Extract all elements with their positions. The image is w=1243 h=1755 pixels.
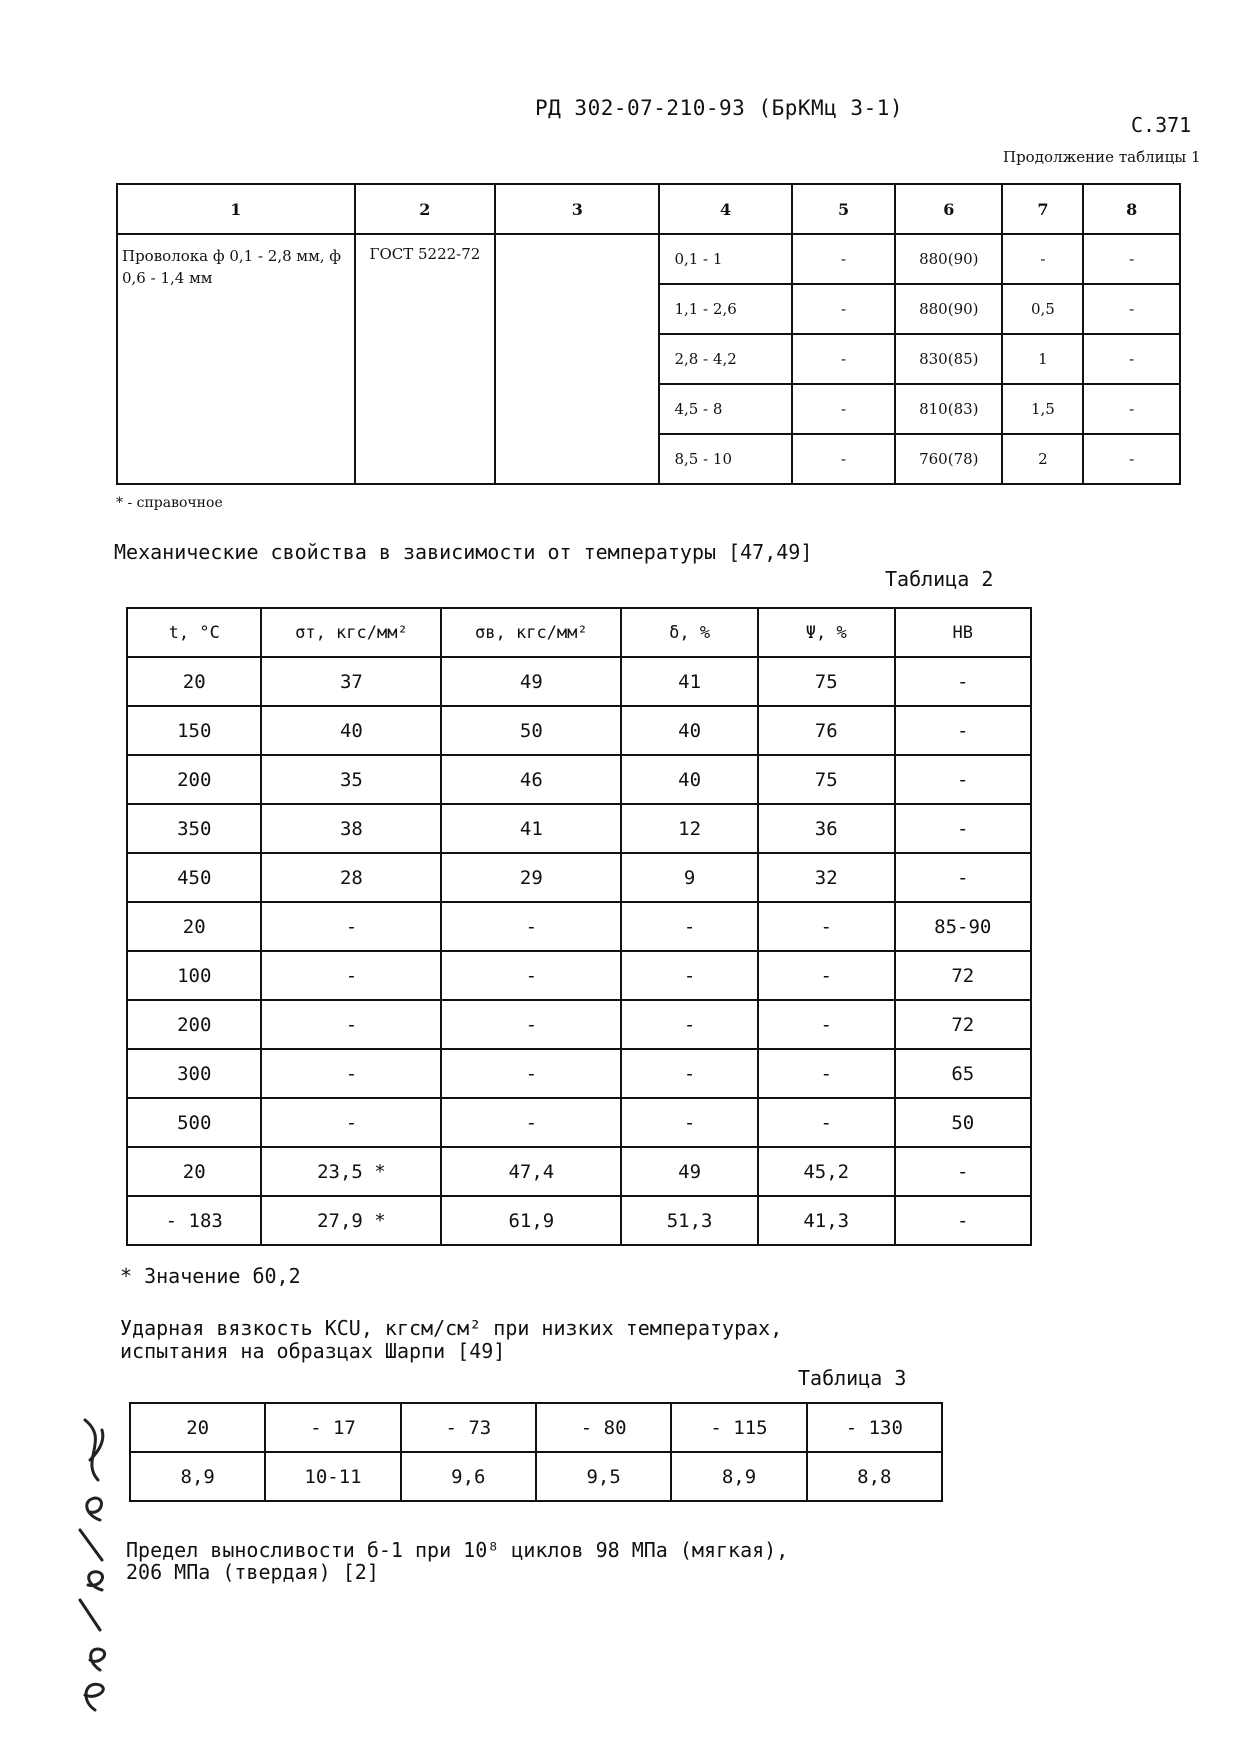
table-cell: -	[895, 853, 1031, 902]
table-cell: -	[895, 1147, 1031, 1196]
table-cell: 40	[621, 755, 758, 804]
table-cell: -	[758, 1098, 895, 1147]
size-cell: 1,1 - 2,6	[659, 284, 791, 334]
table-cell: -	[621, 1049, 758, 1098]
temperature-cell: 350	[127, 804, 261, 853]
table-cell: 9	[621, 853, 758, 902]
table-cell: -	[441, 1049, 621, 1098]
table-cell: 12	[621, 804, 758, 853]
temperature-cell: 150	[127, 706, 261, 755]
table-row	[127, 706, 1031, 755]
table-cell: -	[441, 951, 621, 1000]
impact-value-cell: 9,5	[536, 1452, 671, 1501]
table-cell: 50	[895, 1098, 1031, 1147]
table-row	[127, 1098, 1031, 1147]
strength-cell: 880(90)	[895, 234, 1002, 284]
table-cell: -	[1002, 234, 1083, 284]
table-cell: 36	[758, 804, 895, 853]
impact-value-cell: 9,6	[401, 1452, 536, 1501]
table-1	[116, 183, 1181, 485]
table-3-label: Таблица 3	[798, 1366, 907, 1390]
table-row	[117, 234, 1180, 284]
size-cell: 0,1 - 1	[659, 234, 791, 284]
impact-value-cell: 10-11	[265, 1452, 400, 1501]
table-cell: -	[261, 1049, 441, 1098]
table-row	[127, 1196, 1031, 1245]
table-cell: -	[621, 951, 758, 1000]
table-1-header-cell: 8	[1083, 184, 1180, 234]
endurance-limit-line: Предел выносливости б-1 при 10⁸ циклов 98 МПа (мягкая),	[126, 1538, 789, 1562]
temperature-cell: - 115	[671, 1403, 806, 1452]
table-cell: 85-90	[895, 902, 1031, 951]
table-cell: -	[1083, 284, 1180, 334]
table-continuation-label: Продолжение таблицы 1	[1003, 148, 1201, 166]
table-cell: 41	[621, 657, 758, 706]
impact-value-cell: 8,9	[130, 1452, 265, 1501]
temperature-cell: 20	[130, 1403, 265, 1452]
standard-cell: ГОСТ 5222-72	[355, 234, 496, 484]
empty-cell	[495, 234, 659, 484]
temperature-cell: 500	[127, 1098, 261, 1147]
table-cell: 1,5	[1002, 384, 1083, 434]
temperature-cell: - 73	[401, 1403, 536, 1452]
table-cell: 49	[441, 657, 621, 706]
table-2-header-cell: t, °C	[127, 608, 261, 657]
table-2-title: Механические свойства в зависимости от температуры [47,49]	[114, 540, 813, 564]
table-row	[127, 951, 1031, 1000]
table-cell: 27,9 *	[261, 1196, 441, 1245]
table-cell: 49	[621, 1147, 758, 1196]
table-cell: 65	[895, 1049, 1031, 1098]
table-cell: -	[621, 902, 758, 951]
table-2-body	[127, 657, 1031, 1245]
table-cell: -	[261, 1098, 441, 1147]
table-cell: 72	[895, 951, 1031, 1000]
table-cell: -	[758, 1049, 895, 1098]
table-cell: -	[758, 902, 895, 951]
table-cell: -	[792, 234, 895, 284]
table-cell: 23,5 *	[261, 1147, 441, 1196]
table-2-label: Таблица 2	[885, 567, 994, 591]
table-cell: 40	[261, 706, 441, 755]
temperature-cell: - 17	[265, 1403, 400, 1452]
temperature-cell: 300	[127, 1049, 261, 1098]
table-1-header-cell: 4	[659, 184, 791, 234]
page-number: С.371	[1131, 113, 1192, 137]
table-2-header-cell: НВ	[895, 608, 1031, 657]
table-cell: 75	[758, 657, 895, 706]
table-row	[127, 853, 1031, 902]
table-cell: 35	[261, 755, 441, 804]
table-cell: 41,3	[758, 1196, 895, 1245]
table-1-header-cell: 3	[495, 184, 659, 234]
temperature-cell: 200	[127, 755, 261, 804]
temperature-cell: 200	[127, 1000, 261, 1049]
impact-value-cell: 8,9	[671, 1452, 806, 1501]
temperature-cell: 20	[127, 1147, 261, 1196]
table-1-footnote: * - справочное	[116, 495, 223, 511]
table-cell: 50	[441, 706, 621, 755]
table-cell: 2	[1002, 434, 1083, 484]
table-cell: 76	[758, 706, 895, 755]
table-cell: -	[621, 1098, 758, 1147]
table-cell: 0,5	[1002, 284, 1083, 334]
size-cell: 8,5 - 10	[659, 434, 791, 484]
table-2-header-cell: σт, кгс/мм²	[261, 608, 441, 657]
table-3-title-line: Ударная вязкость KCU, кгсм/см² при низких температурах,	[120, 1316, 783, 1340]
table-cell: 45,2	[758, 1147, 895, 1196]
table-2-footnote: * Значение б0,2	[120, 1264, 301, 1288]
table-cell: -	[792, 334, 895, 384]
table-cell: 29	[441, 853, 621, 902]
table-cell: -	[792, 284, 895, 334]
table-cell: 38	[261, 804, 441, 853]
table-cell: 72	[895, 1000, 1031, 1049]
temperature-cell: 100	[127, 951, 261, 1000]
table-1-header-cell: 1	[117, 184, 355, 234]
table-cell: 41	[441, 804, 621, 853]
table-2-header-row	[127, 608, 1031, 657]
table-cell: -	[895, 755, 1031, 804]
table-cell: 40	[621, 706, 758, 755]
table-cell: -	[895, 657, 1031, 706]
table-2-header-cell: σв, кгс/мм²	[441, 608, 621, 657]
table-cell: -	[758, 951, 895, 1000]
table-row	[127, 657, 1031, 706]
table-1-header-row	[117, 184, 1180, 234]
table-cell: -	[792, 434, 895, 484]
table-cell: 46	[441, 755, 621, 804]
table-cell: 75	[758, 755, 895, 804]
temperature-cell: 20	[127, 657, 261, 706]
temperature-cell: 450	[127, 853, 261, 902]
table-cell: -	[261, 1000, 441, 1049]
table-cell: 61,9	[441, 1196, 621, 1245]
table-cell: 37	[261, 657, 441, 706]
endurance-limit-line: 206 МПа (твердая) [2]	[126, 1560, 379, 1584]
table-cell: -	[895, 804, 1031, 853]
table-cell: -	[441, 1098, 621, 1147]
table-3	[129, 1402, 943, 1502]
table-2-header-cell: δ, %	[621, 608, 758, 657]
strength-cell: 880(90)	[895, 284, 1002, 334]
material-cell: Проволока ф 0,1 - 2,8 мм, ф 0,6 - 1,4 мм	[117, 234, 355, 484]
table-1-header-cell: 5	[792, 184, 895, 234]
table-cell: -	[895, 1196, 1031, 1245]
table-cell: -	[895, 706, 1031, 755]
temperature-cell: - 80	[536, 1403, 671, 1452]
table-row	[127, 1000, 1031, 1049]
table-1-header-cell: 6	[895, 184, 1002, 234]
table-cell: -	[758, 1000, 895, 1049]
table-cell: -	[1083, 234, 1180, 284]
impact-value-cell: 8,8	[807, 1452, 942, 1501]
table-row	[127, 902, 1031, 951]
table-row	[127, 804, 1031, 853]
size-cell: 4,5 - 8	[659, 384, 791, 434]
table-cell: -	[621, 1000, 758, 1049]
size-cell: 2,8 - 4,2	[659, 334, 791, 384]
table-cell: -	[261, 951, 441, 1000]
table-row	[127, 1049, 1031, 1098]
table-cell: 32	[758, 853, 895, 902]
table-cell: -	[441, 1000, 621, 1049]
table-cell: -	[1083, 384, 1180, 434]
strength-cell: 830(85)	[895, 334, 1002, 384]
strength-cell: 760(78)	[895, 434, 1002, 484]
table-1-header-cell: 7	[1002, 184, 1083, 234]
table-cell: -	[261, 902, 441, 951]
temperature-cell: - 183	[127, 1196, 261, 1245]
table-row	[127, 1147, 1031, 1196]
table-cell: 47,4	[441, 1147, 621, 1196]
temperature-row	[130, 1403, 942, 1452]
table-cell: -	[792, 384, 895, 434]
table-cell: 28	[261, 853, 441, 902]
table-1-header-cell: 2	[355, 184, 496, 234]
table-row	[127, 755, 1031, 804]
table-cell: -	[441, 902, 621, 951]
table-cell: 51,3	[621, 1196, 758, 1245]
document-code: РД 302-07-210-93 (БрКМц 3-1)	[535, 96, 904, 120]
temperature-cell: 20	[127, 902, 261, 951]
handwritten-margin-note	[40, 1400, 120, 1740]
strength-cell: 810(83)	[895, 384, 1002, 434]
table-cell: -	[1083, 434, 1180, 484]
table-2	[126, 607, 1032, 1246]
table-cell: -	[1083, 334, 1180, 384]
table-2-header-cell: Ψ, %	[758, 608, 895, 657]
table-cell: 1	[1002, 334, 1083, 384]
impact-value-row	[130, 1452, 942, 1501]
table-3-title-line: испытания на образцах Шарпи [49]	[120, 1339, 506, 1363]
temperature-cell: - 130	[807, 1403, 942, 1452]
